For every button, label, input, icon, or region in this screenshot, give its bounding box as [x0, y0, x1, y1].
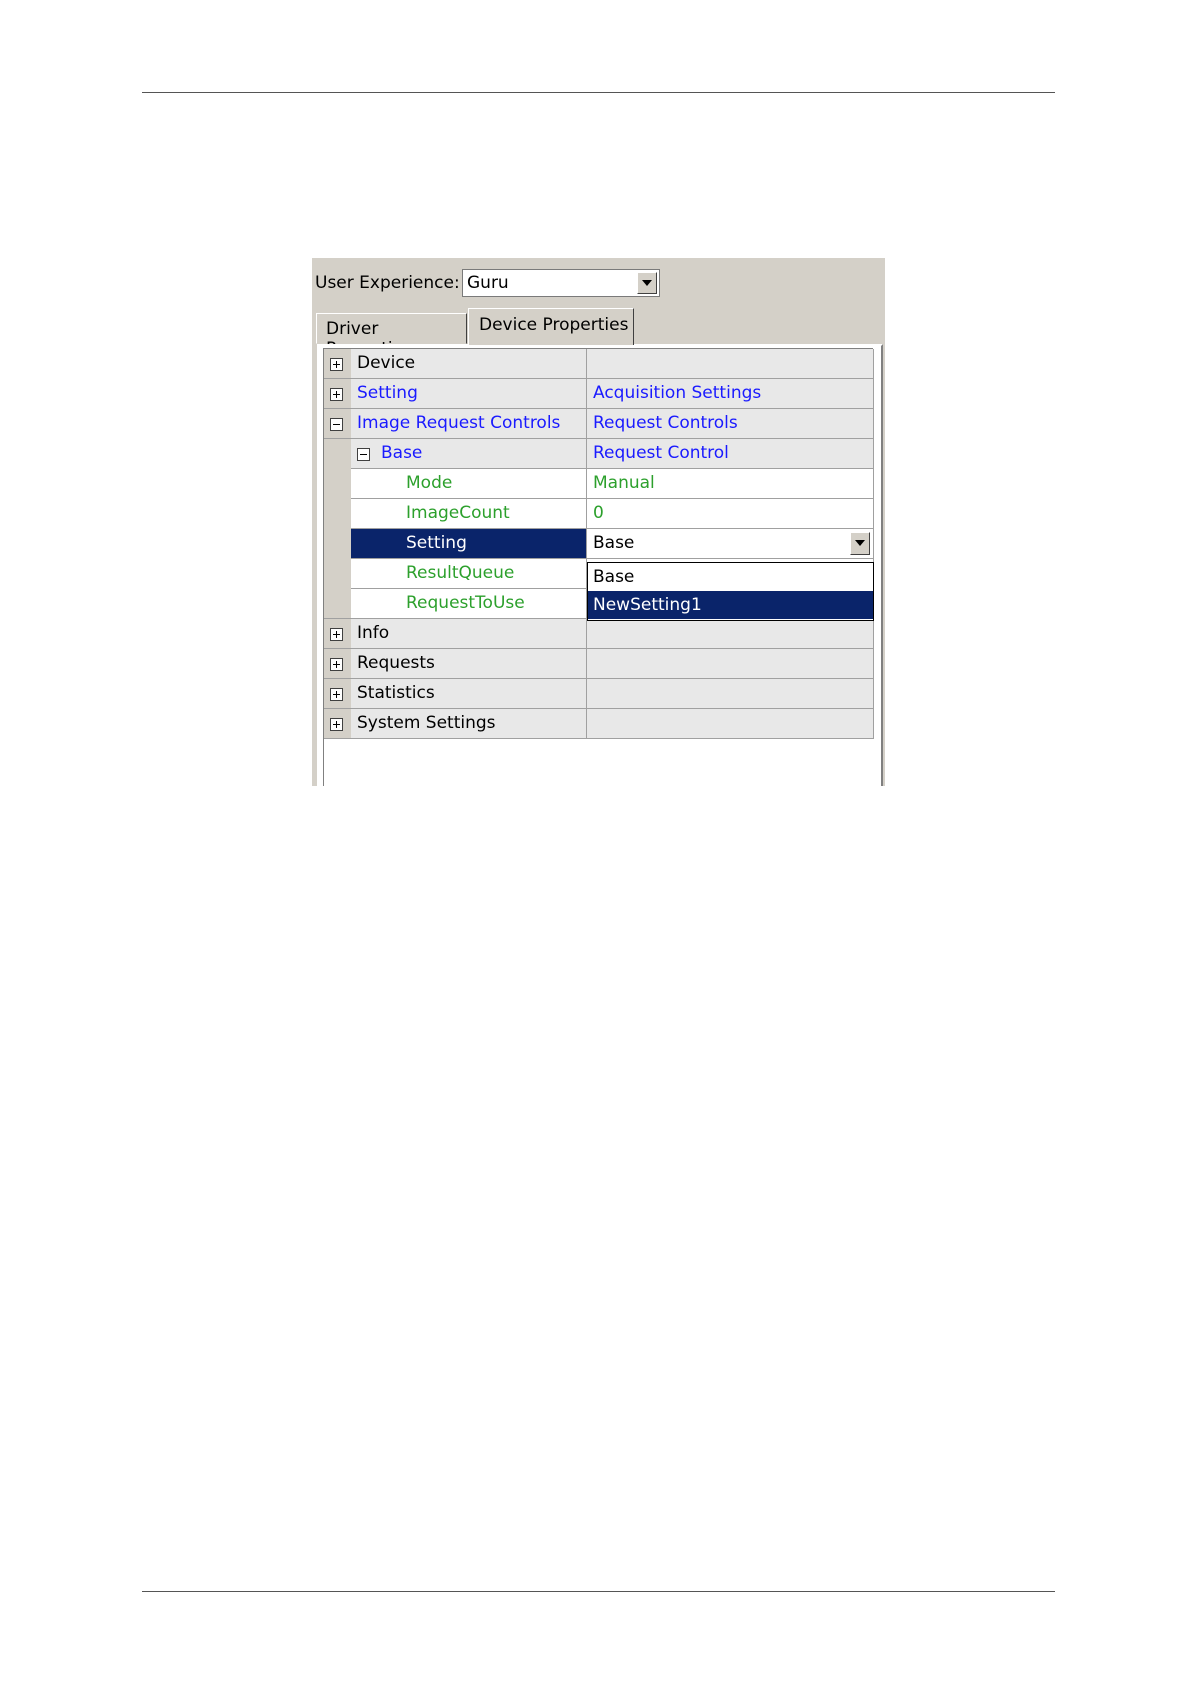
property-value: 0 [587, 499, 874, 529]
property-name: System Settings [351, 709, 587, 739]
property-grid [323, 348, 873, 786]
user-experience-value: Guru [467, 273, 509, 293]
property-value [587, 349, 874, 379]
grid-row-system-settings[interactable] [324, 709, 874, 739]
setting-dropdown-list [587, 562, 874, 621]
tab-driver-properties[interactable]: Driver [316, 313, 467, 344]
expand-plus-icon[interactable] [330, 688, 343, 701]
property-value: Acquisition Settings [587, 379, 874, 409]
expand-plus-icon[interactable] [330, 718, 343, 731]
property-value [587, 709, 874, 739]
property-name: Mode [351, 469, 587, 499]
expand-plus-icon[interactable] [330, 658, 343, 671]
property-grid-frame [317, 344, 883, 786]
dropdown-option-base[interactable]: Base [593, 567, 635, 587]
property-value: Manual [587, 469, 874, 499]
property-value: Request Control [587, 439, 874, 469]
grid-row-image-request-controls[interactable] [324, 409, 874, 439]
property-name: Setting [351, 379, 587, 409]
property-name: RequestToUse [351, 589, 587, 619]
user-experience-label: User Experience: [315, 273, 460, 293]
expand-plus-icon[interactable] [330, 358, 343, 371]
property-name: Info [351, 619, 587, 649]
grid-row-device[interactable] [324, 349, 874, 379]
grid-row-info[interactable] [324, 619, 874, 649]
tab-device-properties[interactable]: Device Properties [468, 308, 634, 345]
setting-value-select[interactable] [587, 529, 874, 559]
chevron-down-icon[interactable] [637, 272, 657, 294]
grid-row-setting[interactable] [324, 379, 874, 409]
property-name: Requests [351, 649, 587, 679]
property-name: Base [351, 439, 587, 469]
dropdown-option-newsetting1[interactable]: NewSetting1 [588, 591, 873, 619]
grid-row-statistics[interactable] [324, 679, 874, 709]
chevron-down-icon[interactable] [850, 532, 870, 555]
user-experience-select[interactable] [462, 269, 660, 297]
grid-row-imagecount[interactable] [324, 499, 874, 529]
property-value: Request Controls [587, 409, 874, 439]
collapse-minus-icon[interactable] [357, 448, 370, 461]
property-name: Setting [351, 529, 587, 559]
property-value [587, 649, 874, 679]
expand-plus-icon[interactable] [330, 388, 343, 401]
property-name: Device [351, 349, 587, 379]
property-value [587, 679, 874, 709]
grid-row-setting-selected[interactable] [324, 529, 874, 559]
property-name: ImageCount [351, 499, 587, 529]
property-name: Statistics [351, 679, 587, 709]
property-name: Image Request Controls [351, 409, 587, 439]
property-value [587, 619, 874, 649]
grid-row-mode[interactable] [324, 469, 874, 499]
property-name: ResultQueue [351, 559, 587, 589]
grid-row-requests[interactable] [324, 649, 874, 679]
header-rule [142, 92, 1055, 93]
property-panel-screenshot [312, 258, 885, 786]
expand-plus-icon[interactable] [330, 628, 343, 641]
footer-rule [142, 1591, 1055, 1592]
collapse-minus-icon[interactable] [330, 418, 343, 431]
grid-row-base[interactable] [324, 439, 874, 469]
property-value: Base [593, 533, 635, 553]
